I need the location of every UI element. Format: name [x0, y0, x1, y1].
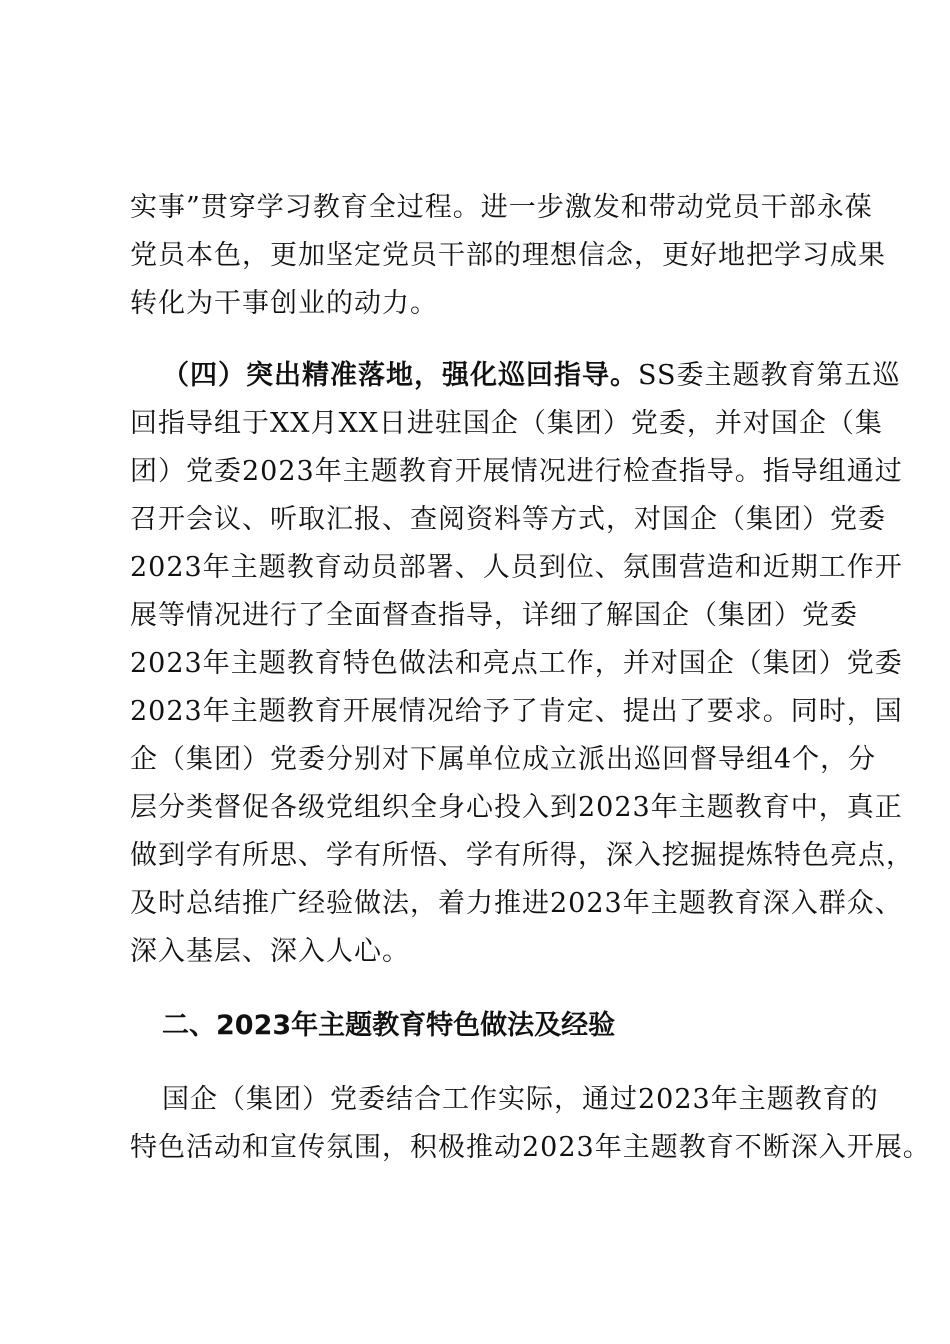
paragraph-line: 展等情况进行了全面督查指导，详细了解国企（集团）党委	[130, 600, 858, 631]
paragraph-line: 国企（集团）党委结合工作实际，通过2023年主题教育的	[162, 1084, 879, 1115]
paragraph-line: 做到学有所思、学有所悟、学有所得，深入挖掘提炼特色亮点，	[130, 840, 914, 871]
paragraph-line: 回指导组于XX月XX日进驻国企（集团）党委，并对国企（集	[130, 408, 883, 439]
paragraph-line: 深入基层、深入人心。	[130, 936, 410, 967]
paragraph-line: 团）党委2023年主题教育开展情况进行检查指导。指导组通过	[130, 456, 903, 487]
paragraph-line: 层分类督促各级党组织全身心投入到2023年主题教育中，真正	[130, 792, 903, 823]
section-lead: （四）突出精准落地，强化巡回指导。	[162, 360, 638, 391]
paragraph-line: 2023年主题教育开展情况给予了肯定、提出了要求。同时，国	[130, 696, 903, 727]
paragraph-line	[162, 356, 901, 396]
paragraph-line: 党员本色，更加坚定党员干部的理想信念，更好地把学习成果	[130, 240, 886, 271]
paragraph-line: 转化为干事创业的动力。	[130, 288, 438, 319]
paragraph-line: 2023年主题教育特色做法和亮点工作，并对国企（集团）党委	[130, 648, 903, 679]
section-heading: 二、2023年主题教育特色做法及经验	[162, 1010, 616, 1041]
paragraph-line: 企（集团）党委分别对下属单位成立派出巡回督导组4个，分	[130, 744, 877, 775]
paragraph-line: 2023年主题教育动员部署、人员到位、氛围营造和近期工作开	[130, 552, 903, 583]
paragraph-line: 特色活动和宣传氛围，积极推动2023年主题教育不断深入开展。	[130, 1132, 931, 1163]
paragraph-line: 召开会议、听取汇报、查阅资料等方式，对国企（集团）党委	[130, 504, 886, 535]
paragraph-line: 实事”贯穿学习教育全过程。进一步激发和带动党员干部永葆	[130, 192, 873, 223]
paragraph-line: 及时总结推广经验做法，着力推进2023年主题教育深入群众、	[130, 888, 903, 919]
paragraph-text: SS委主题教育第五巡	[638, 360, 901, 391]
